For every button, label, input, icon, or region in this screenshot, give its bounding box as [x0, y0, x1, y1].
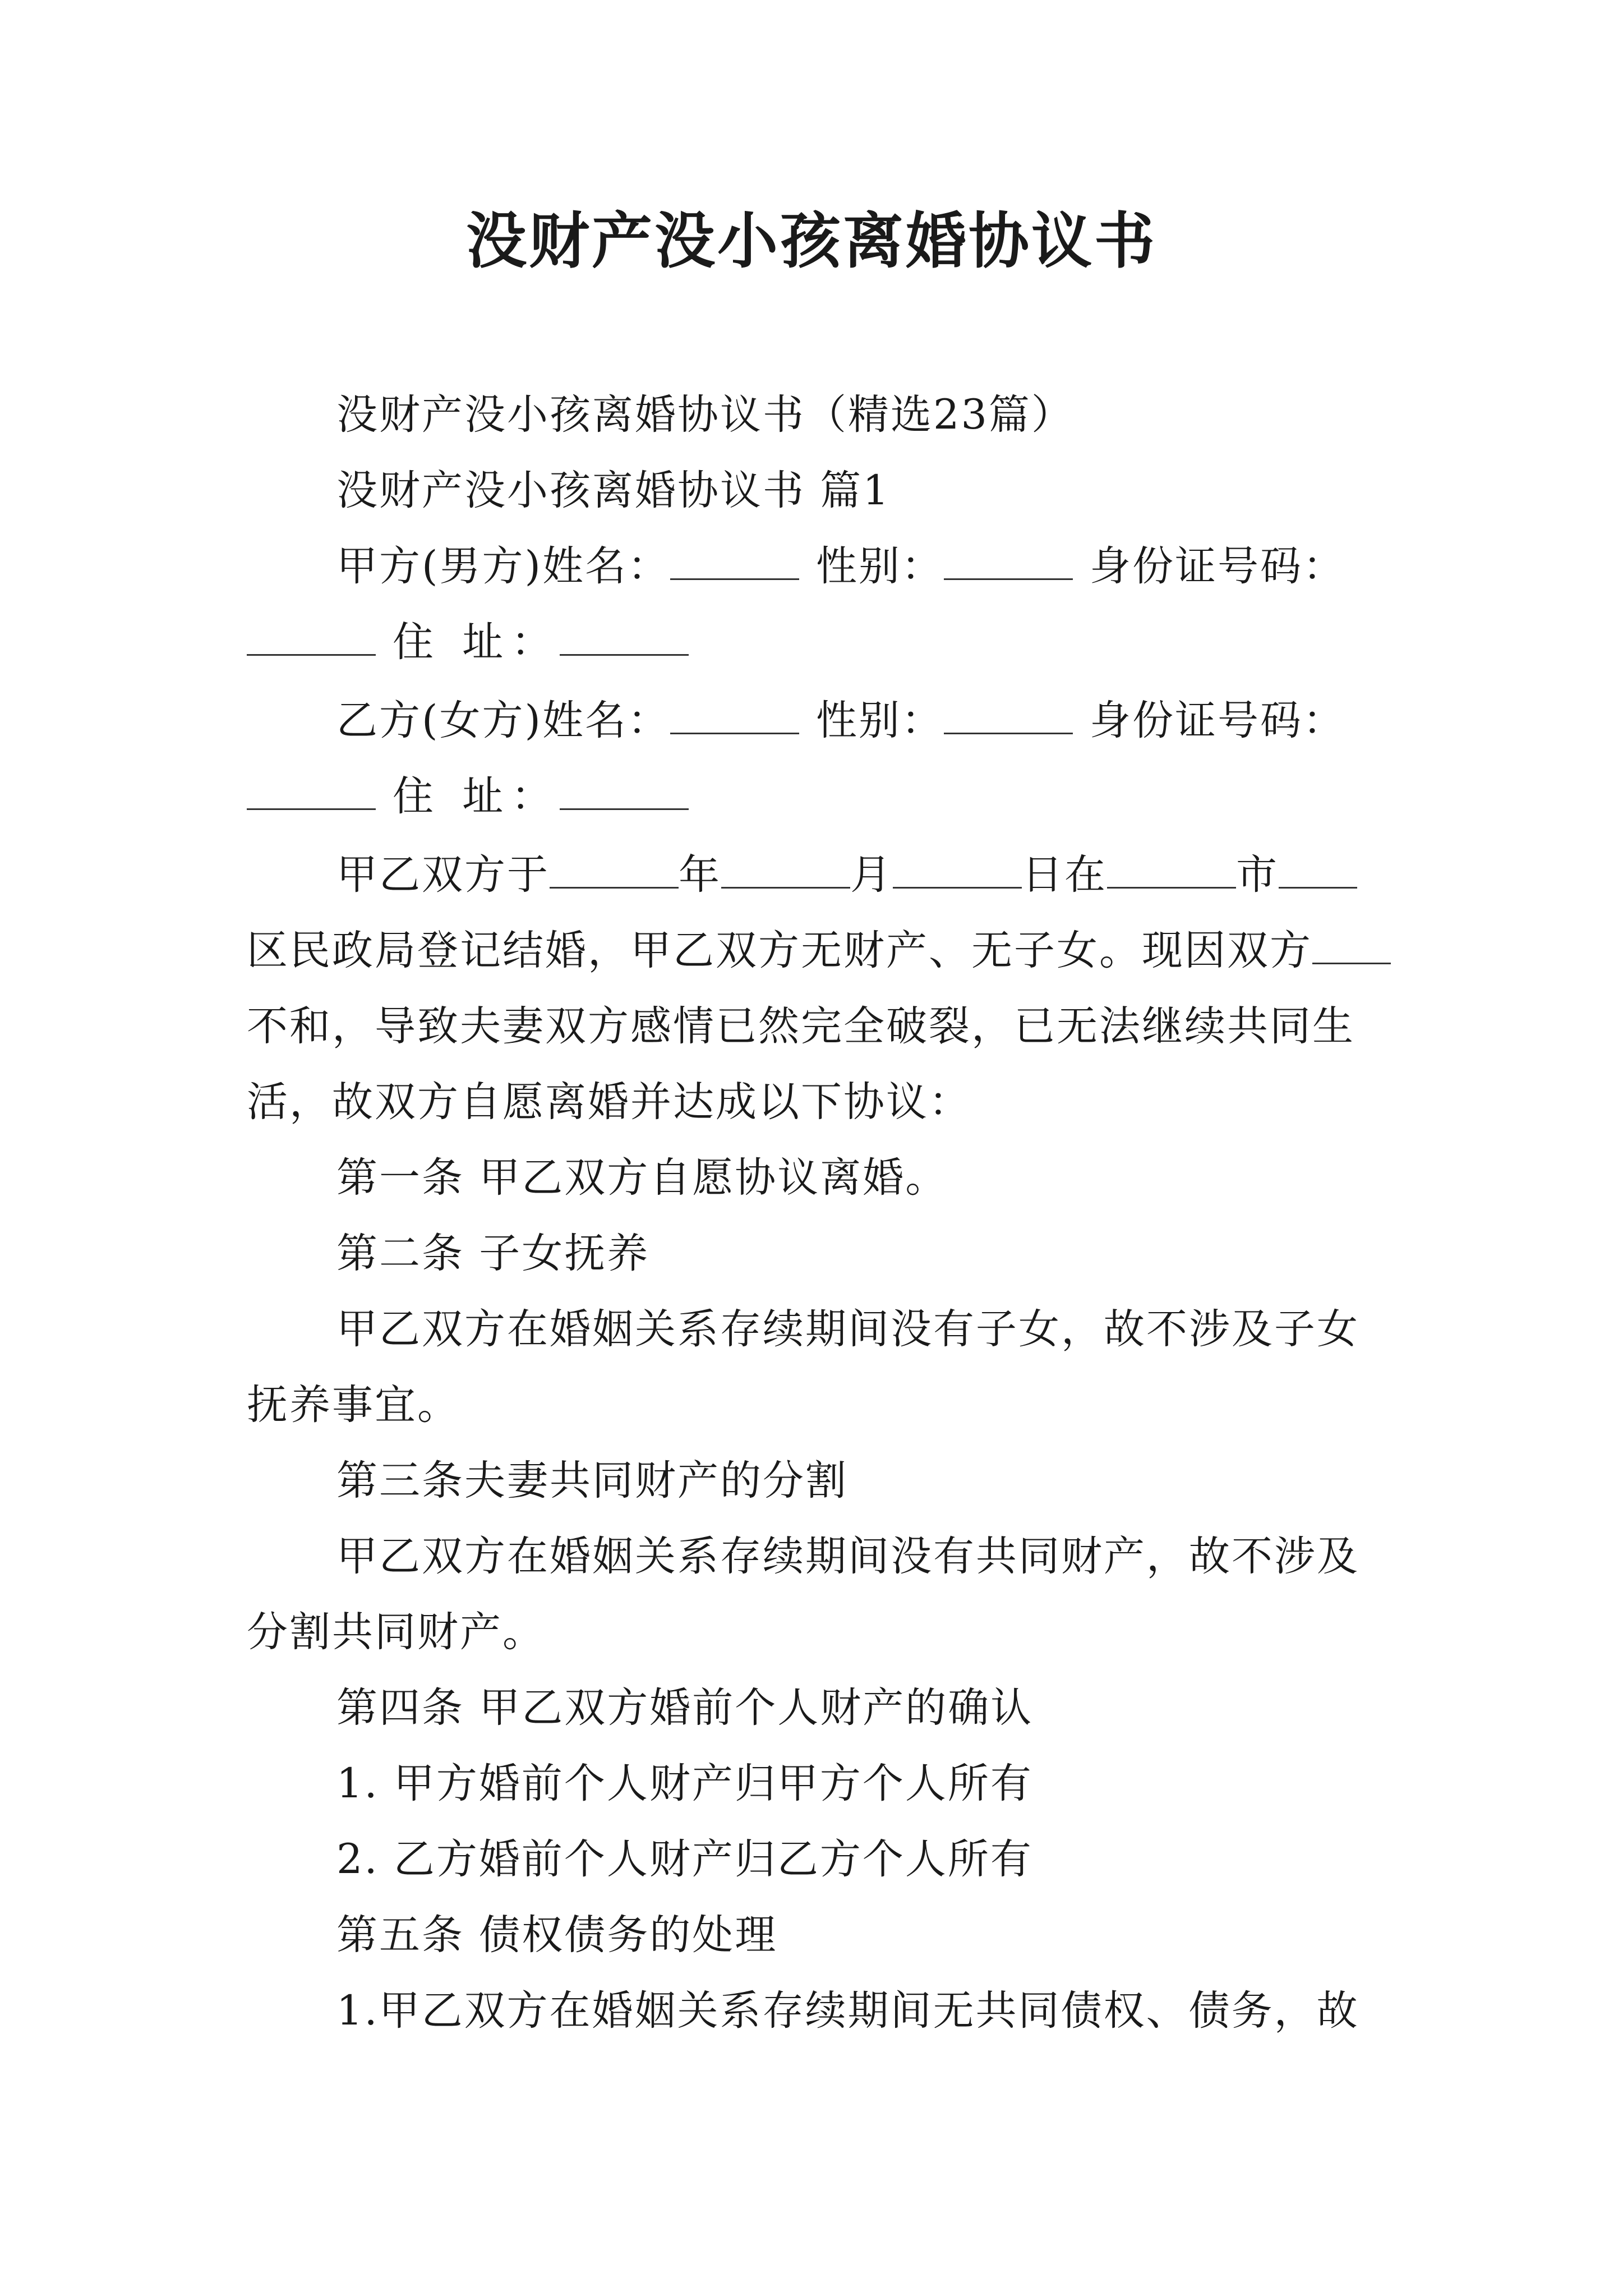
- party-b-address-blank[interactable]: [560, 769, 689, 810]
- party-a-gender-blank[interactable]: [944, 539, 1073, 580]
- party-b-gender-label: 性别：: [815, 697, 944, 744]
- document-subtitle: 没财产没小孩离婚协议书（精选23篇）: [336, 391, 1074, 439]
- marriage-line-2: [247, 923, 1391, 979]
- party-a-line-1: [336, 539, 1345, 595]
- party-b-gender-blank[interactable]: [944, 693, 1073, 734]
- party-b-name-blank[interactable]: [670, 693, 799, 734]
- marriage-district-blank[interactable]: [1279, 848, 1357, 889]
- marriage-line-4: 活，故双方自愿离婚并达成以下协议：: [247, 1078, 971, 1126]
- article-4-item-1: 1. 甲方婚前个人财产归甲方个人所有: [336, 1760, 1033, 1807]
- article-3-heading: 第三条夫妻共同财产的分割: [336, 1457, 848, 1504]
- article-3-text-1: 甲乙双方在婚姻关系存续期间没有共同财产，故不涉及: [336, 1533, 1359, 1580]
- marriage-start: 甲乙双方于: [336, 851, 550, 899]
- article-2-heading: 第二条 子女抚养: [336, 1230, 650, 1277]
- marriage-month-label: 月: [850, 851, 893, 899]
- party-a-address-blank[interactable]: [560, 615, 689, 656]
- article-4-heading: 第四条 甲乙双方婚前个人财产的确认: [336, 1684, 1034, 1732]
- article-1: 第一条 甲乙双方自愿协议离婚。: [336, 1154, 948, 1202]
- party-a-address-label: 住 址：: [393, 618, 560, 666]
- article-2-text-2: 抚养事宜。: [247, 1381, 460, 1429]
- marriage-line-2-text: 区民政局登记结婚，甲乙双方无财产、无子女。现因双方: [247, 927, 1312, 974]
- article-5-heading: 第五条 债权债务的处理: [336, 1911, 778, 1959]
- chapter-heading: 没财产没小孩离婚协议书 篇1: [336, 467, 891, 514]
- marriage-year-blank[interactable]: [550, 848, 679, 889]
- party-b-name-label: 乙方(女方)姓名：: [336, 697, 670, 744]
- party-b-id-label: 身份证号码：: [1089, 697, 1345, 744]
- party-a-id-blank[interactable]: [247, 615, 376, 656]
- party-b-address-label: 住 址：: [393, 772, 560, 820]
- marriage-day-label: 日在: [1022, 851, 1107, 899]
- marriage-line-1: [336, 847, 1357, 903]
- marriage-city-blank[interactable]: [1107, 848, 1236, 889]
- marriage-reason-blank[interactable]: [1312, 923, 1391, 964]
- party-a-id-label: 身份证号码：: [1089, 542, 1345, 590]
- party-b-line-2: [247, 769, 689, 825]
- marriage-city-label: 市: [1236, 851, 1279, 899]
- document-title: 没财产没小孩离婚协议书: [465, 206, 1157, 277]
- party-a-name-blank[interactable]: [670, 539, 799, 580]
- marriage-month-blank[interactable]: [721, 848, 850, 889]
- marriage-day-blank[interactable]: [893, 848, 1022, 889]
- party-a-name-label: 甲方(男方)姓名：: [336, 542, 670, 590]
- party-b-id-blank[interactable]: [247, 769, 376, 810]
- marriage-year-label: 年: [679, 851, 721, 899]
- article-4-item-2: 2. 乙方婚前个人财产归乙方个人所有: [336, 1835, 1033, 1883]
- article-3-text-2: 分割共同财产。: [247, 1608, 545, 1656]
- party-b-line-1: [336, 693, 1345, 749]
- article-2-text-1: 甲乙双方在婚姻关系存续期间没有子女，故不涉及子女: [336, 1305, 1359, 1353]
- party-a-gender-label: 性别：: [815, 542, 944, 590]
- party-a-line-2: [247, 614, 689, 670]
- marriage-line-3: 不和，导致夫妻双方感情已然完全破裂，已无法继续共同生: [247, 1002, 1355, 1050]
- article-5-item-1: 1.甲乙双方在婚姻关系存续期间无共同债权、债务，故: [336, 1987, 1359, 2035]
